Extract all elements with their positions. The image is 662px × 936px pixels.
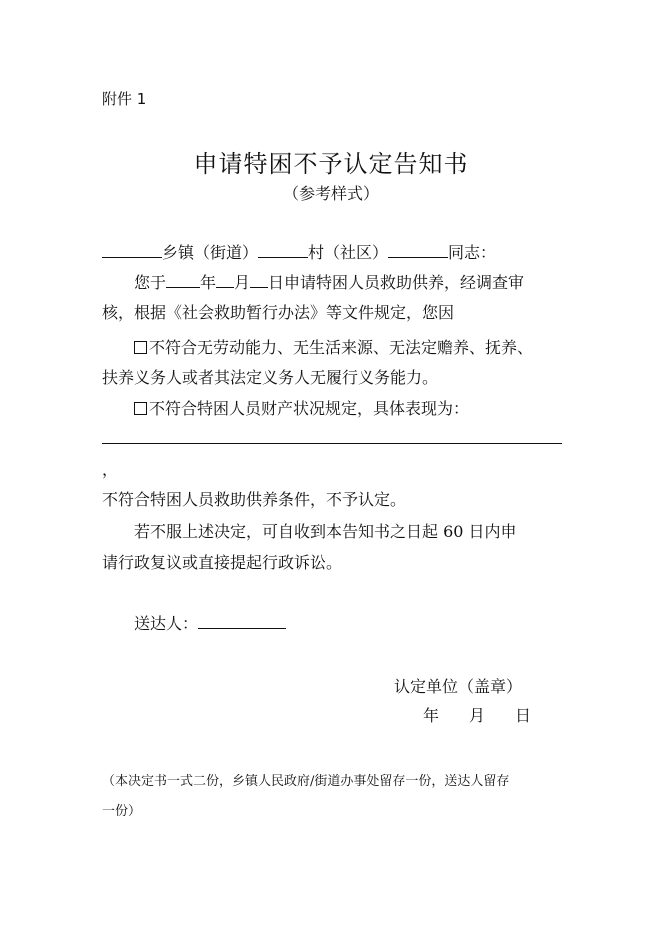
name-blank[interactable] [388,243,448,258]
option-2-checkbox[interactable] [134,402,147,415]
deliverer-line [134,614,286,634]
month-label: 月 [234,273,251,292]
address-line [102,243,496,263]
attachment-label: 附件 1 [102,90,147,108]
date-suffix: 日申请特困人员救助供养，经调查审 [268,273,525,292]
appeal-text-line-1: 若不服上述决定，可自收到本告知书之日起 60 日内申 [134,522,517,541]
issue-month-label: 月 [469,706,486,725]
day-blank[interactable] [250,273,268,288]
option-1-continued: 扶养义务人或者其法定义务人无履行义务能力。 [102,368,439,387]
deliverer-blank[interactable] [198,614,286,629]
issue-day-label: 日 [515,706,532,725]
year-label: 年 [200,273,217,292]
option-2 [134,399,469,419]
issue-year-label: 年 [423,706,440,725]
month-blank[interactable] [216,273,234,288]
footnote-line-1: （本决定书一式二份，乡镇人民政府/街道办事处留存一份，送达人留存 [102,774,510,789]
village-label: 村（社区） [308,243,389,262]
application-date-line [134,273,524,293]
date-prefix: 您于 [134,273,167,292]
option-2-text: 不符合特困人员财产状况规定，具体表现为： [149,399,470,418]
option-1 [134,338,533,358]
issue-date-line [423,706,531,726]
township-label: 乡镇（街道） [162,243,259,262]
village-blank[interactable] [258,243,308,258]
basis-line: 核，根据《社会救助暂行办法》等文件规定，您因 [102,303,455,322]
document-subtitle: （参考样式） [282,184,379,203]
details-fill-line[interactable] [102,443,562,444]
footnote-line-2: 一份） [102,804,142,819]
year-blank[interactable] [166,273,200,288]
comma-mark: ， [102,460,119,479]
comrade-label: 同志： [448,243,497,262]
issuer-label: 认定单位（盖章） [394,677,523,696]
document-title: 申请特困不予认定告知书 [193,150,469,178]
option-1-text: 不符合无劳动能力、无生活来源、无法定赡养、抚养、 [149,338,534,357]
appeal-text-line-2: 请行政复议或直接提起行政诉讼。 [102,553,343,572]
deliverer-label: 送达人： [134,614,199,633]
conclusion-text: 不符合特困人员救助供养条件，不予认定。 [102,490,407,509]
option-1-checkbox[interactable] [134,341,147,354]
township-blank[interactable] [102,243,162,258]
